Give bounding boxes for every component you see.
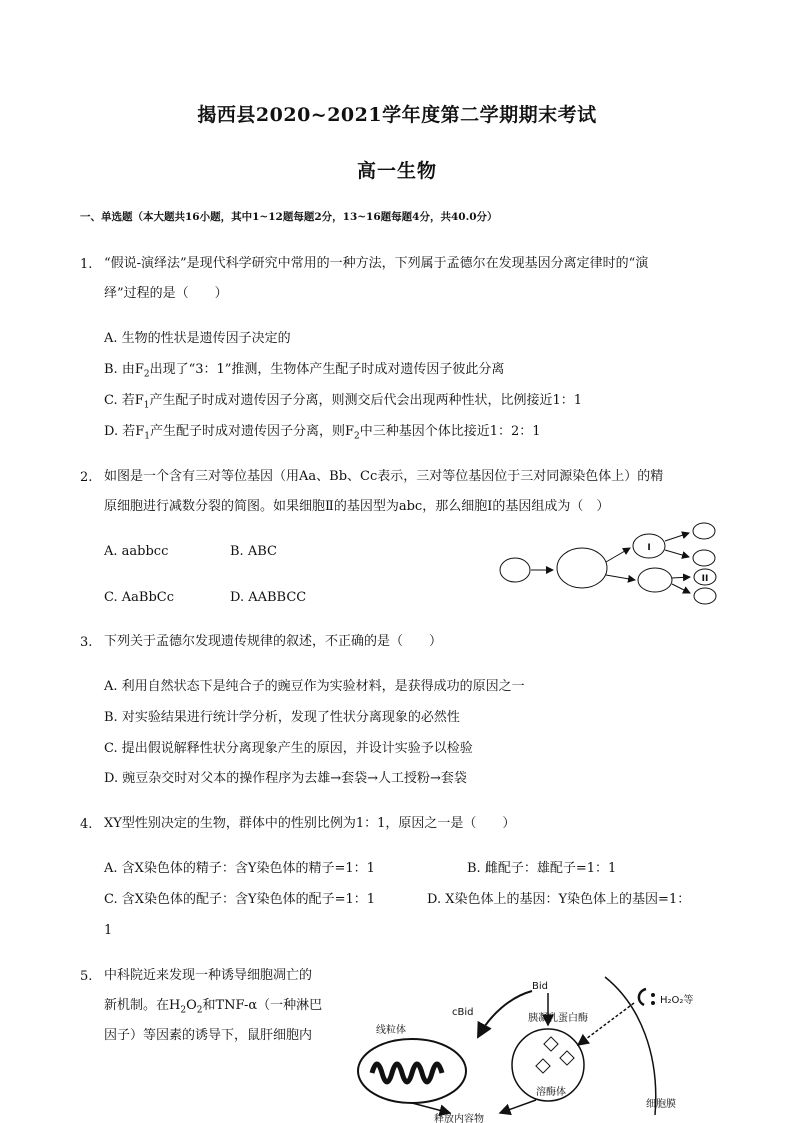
option-b: B. 对实验结果进行统计学分析，发现了性状分离现象的必然性 — [104, 710, 460, 725]
spermatid-cell — [694, 588, 716, 604]
spermatid-cell — [693, 523, 715, 539]
section-heading: 一、单选题（本大题共16小题，其中1~12题每题2分，13~16题每题4分，共40.0分） — [80, 211, 498, 223]
question-number: 3. — [80, 635, 93, 650]
option-d: D. AABBCC — [230, 590, 307, 605]
arrow — [665, 533, 689, 541]
lyso-label: 溶酶体 — [536, 1087, 566, 1098]
option-c: C. 若$F_1$产生配子时成对遗传因子分离，则测交后代会出现两种性状，比例接近1：1 — [104, 393, 583, 411]
cell-membrane-arc — [605, 977, 656, 1115]
exam-subtitle: 高一生物 — [356, 160, 437, 182]
question-number: 5. — [80, 969, 93, 984]
option-d: D. 若$F_1$产生配子时成对遗传因子分离，则$F_2$中三种基因个体比接近1：2：1 — [104, 424, 541, 442]
option-b: B. ABC — [230, 544, 277, 559]
release-label: 释放内容物 — [434, 1114, 484, 1123]
option-a: A. 利用自然状态下是纯合子的豌豆作为实验材料，是获得成功的原因之一 — [104, 679, 525, 694]
arrow — [500, 1100, 536, 1113]
arrow — [478, 991, 532, 1037]
option-a: A. 含X染色体的精子：含Y染色体的精子=1：1 — [104, 861, 375, 876]
apoptosis-diagram — [350, 975, 730, 1123]
question-stem: 如图是一个含有三对等位基因（用Aa、Bb、Cc表示，三对等位基因位于三对同源染色体上）的精 — [104, 469, 664, 484]
question-stem-cont: 因子）等因素的诱导下，鼠肝细胞内 — [104, 1028, 313, 1043]
question-number: 4. — [80, 817, 93, 832]
option-c: C. 提出假说解释性状分离现象产生的原因，并设计实验予以检验 — [104, 741, 473, 756]
question-stem: 下列关于孟德尔发现遗传规律的叙述，不正确的是（ ） — [104, 634, 443, 649]
arrow — [665, 550, 689, 557]
primary-cell — [557, 548, 607, 588]
question-stem-cont: 原细胞进行减数分裂的简图。如果细胞Ⅱ的基因型为abc，那么细胞Ⅰ的基因组成为（ ） — [104, 499, 610, 514]
h2o2-label: H₂O₂等 — [660, 995, 694, 1006]
spermatogonium-cell — [500, 558, 530, 582]
spermatid-cell — [693, 550, 715, 566]
cell-II-label: II — [701, 574, 709, 584]
arrow — [606, 575, 635, 580]
cell-I-label: I — [647, 543, 651, 553]
option-d: D. X染色体上的基因：Y染色体上的基因=1： — [427, 892, 691, 907]
question-stem: 中科院近来发现一种诱导细胞凋亡的 — [104, 968, 313, 983]
question-stem-cont: 绎”过程的是（ ） — [104, 286, 228, 301]
arrow-dashed — [578, 1003, 634, 1045]
mito-label: 线粒体 — [376, 1025, 406, 1036]
cristae — [372, 1064, 442, 1082]
enzyme-label: 胰凝乳蛋白酶 — [528, 1013, 588, 1024]
option-b: B. 由$F_2$出现了“3：1”推测，生物体产生配子时成对遗传因子彼此分离 — [104, 362, 505, 380]
secondary-cell — [638, 568, 672, 592]
arrow — [606, 548, 630, 562]
receptor-icon — [639, 989, 646, 1005]
bid-label: Bid — [532, 981, 548, 992]
option-a: A. 生物的性状是遗传因子决定的 — [104, 331, 291, 346]
option-d-cont: 1 — [104, 923, 113, 938]
option-c: C. AaBbCc — [104, 590, 174, 605]
arrow — [672, 577, 690, 578]
membrane-label: 细胞膜 — [646, 1099, 676, 1110]
option-a: A. aabbcc — [104, 544, 169, 559]
question-stem-cont: 新机制。在$H_2O_2$和TNF-α（一种淋巴 — [104, 998, 323, 1016]
exam-title: 揭西县2020~2021学年度第二学期期末考试 — [197, 104, 597, 126]
option-c: C. 含X染色体的配子：含Y染色体的配子=1：1 — [104, 892, 376, 907]
option-b: B. 雌配子：雄配子=1：1 — [467, 861, 617, 876]
arrow — [672, 584, 690, 593]
question-number: 1. — [80, 257, 93, 272]
arrow — [412, 1103, 450, 1113]
option-d: D. 豌豆杂交时对父本的操作程序为去雄→套袋→人工授粉→套袋 — [104, 771, 467, 786]
question-number: 2. — [80, 470, 93, 485]
cbid-label: cBid — [452, 1007, 474, 1018]
meiosis-diagram — [495, 518, 725, 610]
question-stem: “假说-演绎法”是现代科学研究中常用的一种方法，下列属于孟德尔在发现基因分离定律时的“演 — [104, 256, 649, 271]
question-stem: XY型性别决定的生物，群体中的性别比例为1：1，原因之一是（ ） — [104, 816, 516, 831]
